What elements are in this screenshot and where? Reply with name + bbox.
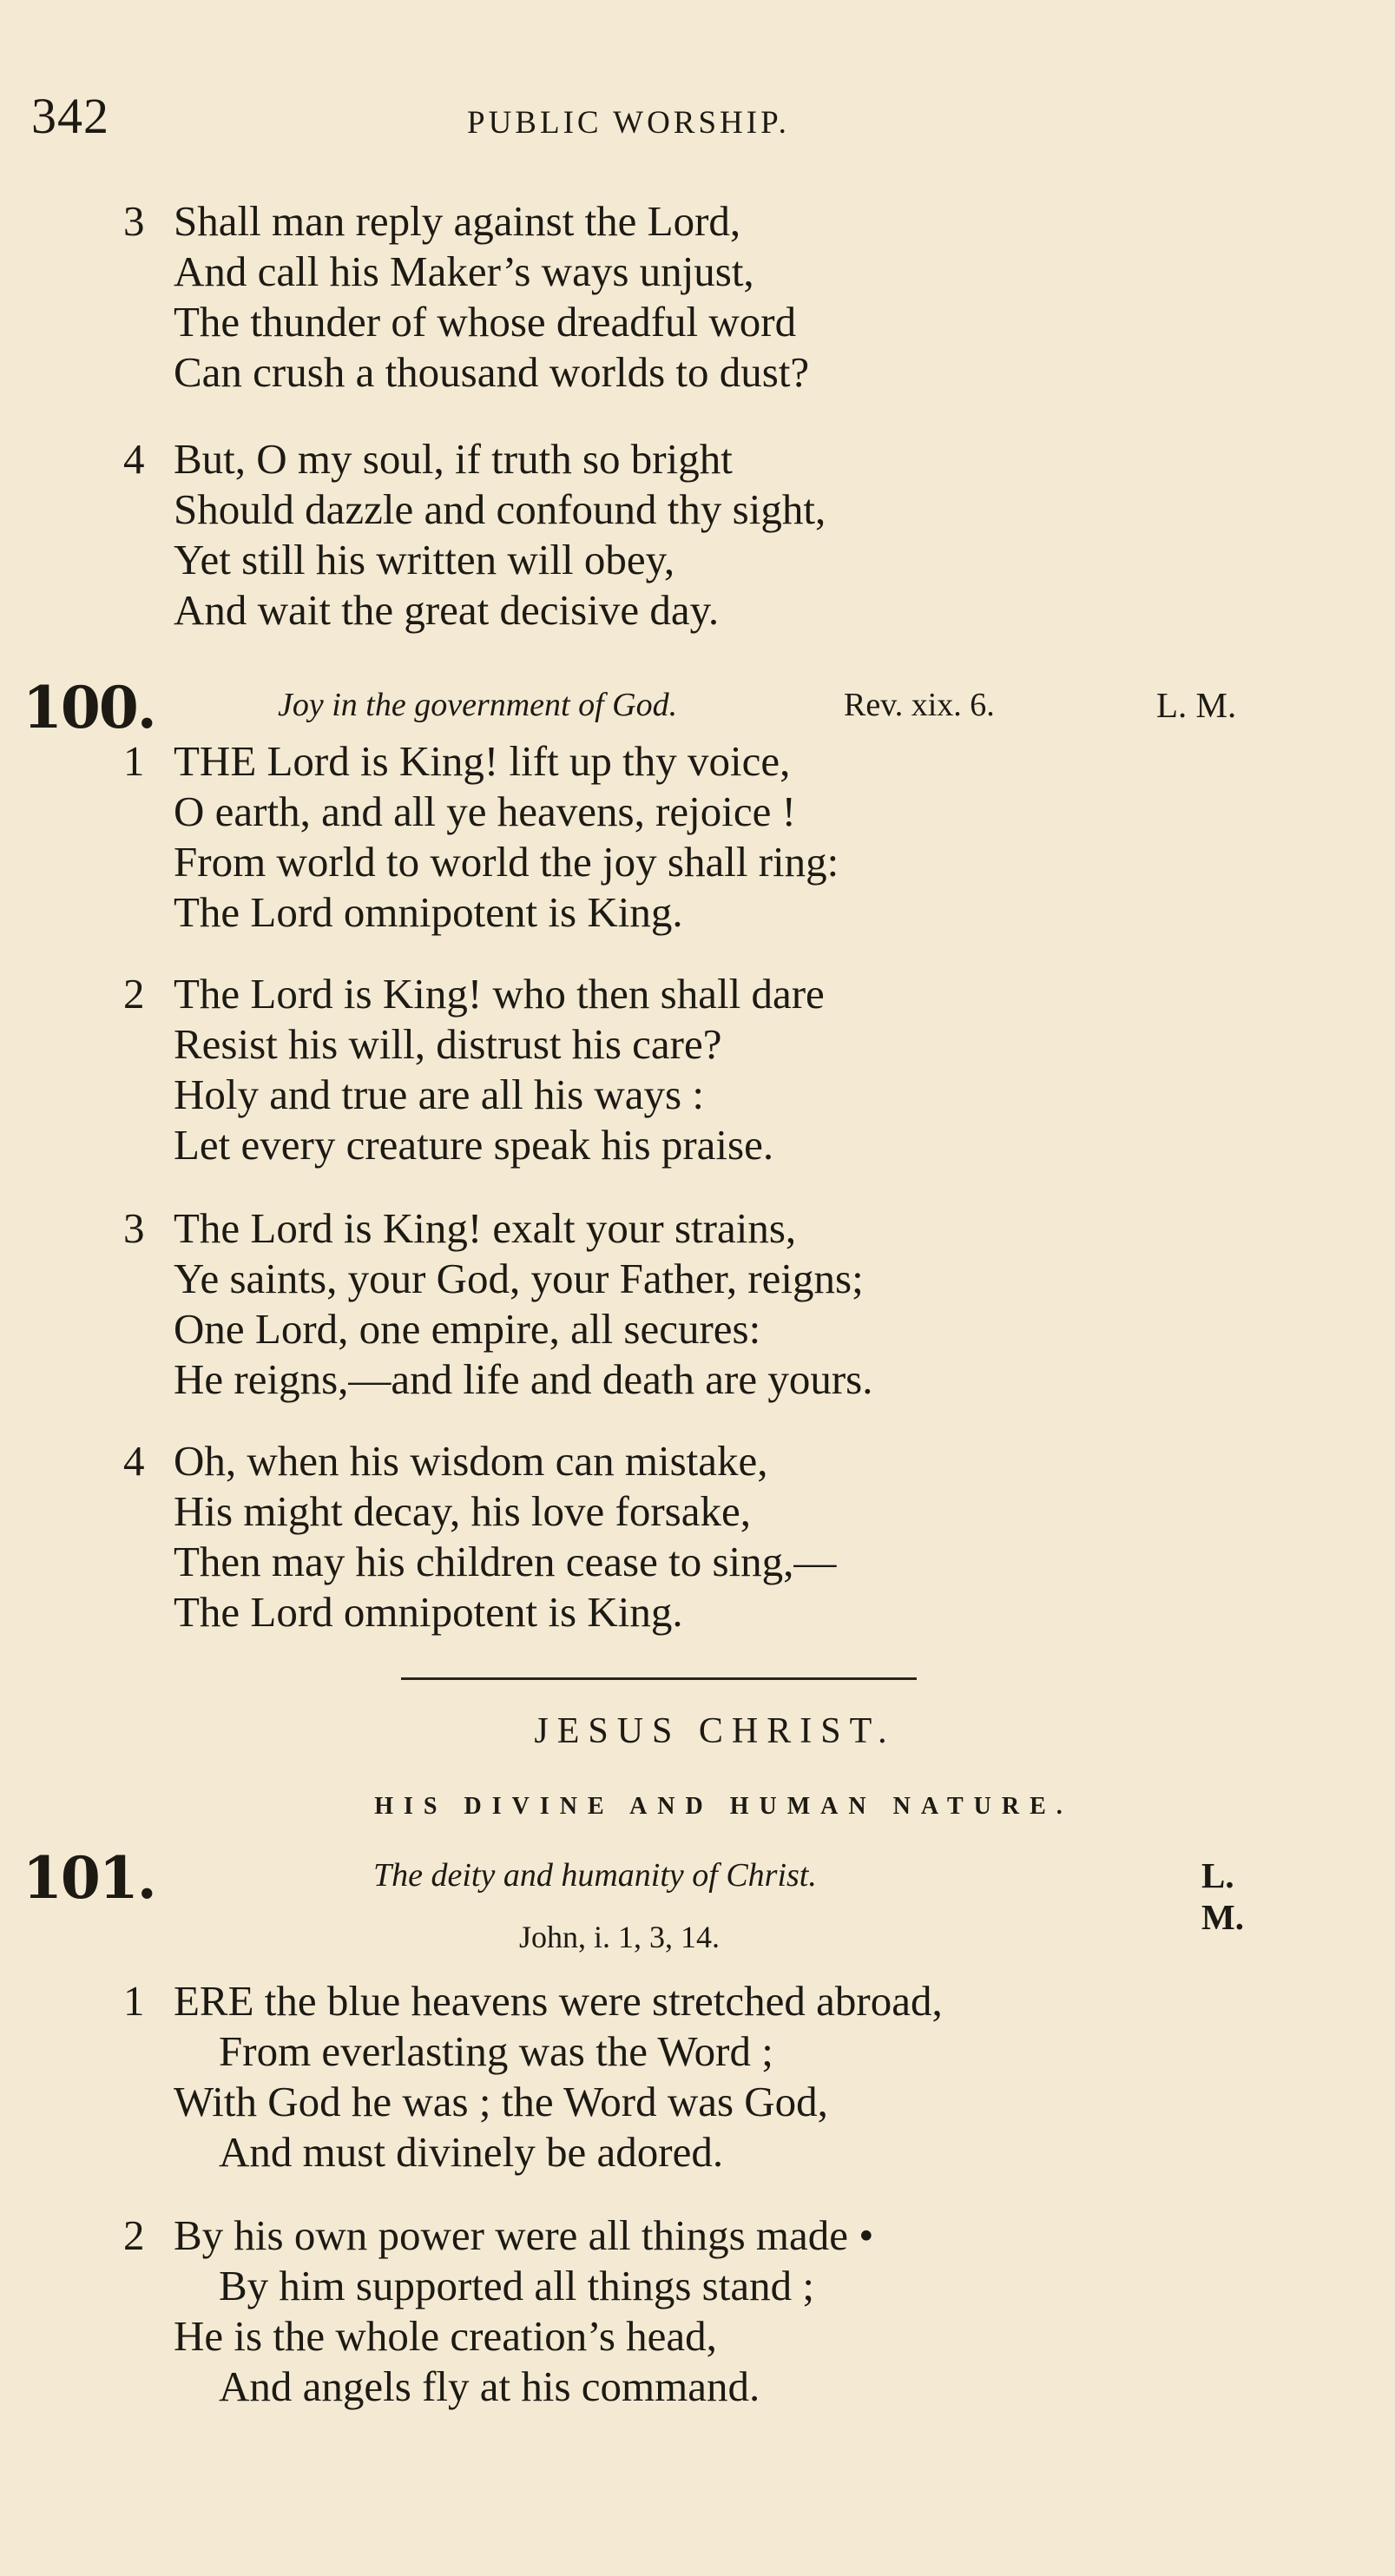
- verse-line: The Lord is King! exalt your strains,: [174, 1204, 797, 1252]
- page-header: [31, 87, 1247, 148]
- verse-line: But, O my soul, if truth so bright: [174, 435, 733, 483]
- stanza-number: 2: [123, 2211, 145, 2259]
- stanza-number: 3: [123, 197, 145, 245]
- section-divider: [401, 1677, 917, 1680]
- verse-line: He reigns,—and life and death are yours.: [174, 1355, 873, 1403]
- verse-line: THE Lord is King! lift up thy voice,: [174, 737, 791, 785]
- verse-line: The Lord omnipotent is King.: [174, 1588, 683, 1636]
- verse-line: The Lord is King! who then shall dare: [174, 970, 825, 1018]
- stanza-number: 1: [123, 1977, 145, 2025]
- stanza-prev-3: [123, 196, 810, 398]
- hymn-title: Joy in the government of God.: [278, 687, 678, 723]
- hymn-100-stanza-4: [123, 1436, 837, 1637]
- verse-line: With God he was ; the Word was God,: [174, 2078, 828, 2125]
- verse-line: Then may his children cease to sing,—: [174, 1538, 837, 1585]
- verse-line: O earth, and all ye heavens, rejoice !: [174, 787, 796, 835]
- scripture-reference: John, i. 1, 3, 14.: [519, 1920, 721, 1954]
- verse-line: Oh, when his wisdom can mistake,: [174, 1437, 768, 1485]
- verse-line: Should dazzle and confound thy sight,: [174, 485, 826, 533]
- hymn-100-stanza-3: [123, 1203, 873, 1405]
- hymn-101-stanza-2: [123, 2210, 874, 2412]
- verse-line: One Lord, one empire, all secures:: [174, 1305, 761, 1353]
- verse-line: The Lord omnipotent is King.: [174, 888, 683, 936]
- hymn-100-heading: [23, 674, 1264, 741]
- verse-line: Can crush a thousand worlds to dust?: [174, 348, 810, 396]
- hymn-meter: L. M.: [1156, 685, 1237, 725]
- hymn-number: 100.: [23, 674, 155, 741]
- hymn-number: 101.: [23, 1844, 155, 1912]
- stanza-number: 1: [123, 737, 145, 785]
- verse-line: Holy and true are all his ways :: [174, 1071, 704, 1118]
- hymn-100-stanza-2: [123, 969, 825, 1170]
- running-title: PUBLIC WORSHIP.: [467, 105, 790, 141]
- verse-line: ERE the blue heavens were stretched abroad,: [174, 1977, 943, 2025]
- verse-line: By his own power were all things made •: [174, 2211, 874, 2259]
- verse-line: And angels fly at his command.: [219, 2362, 760, 2410]
- verse-line: And must divinely be adored.: [219, 2128, 724, 2176]
- verse-line: From everlasting was the Word ;: [219, 2027, 773, 2075]
- stanza-number: 4: [123, 1437, 145, 1485]
- hymn-reference: Rev. xix. 6.: [844, 687, 995, 723]
- stanza-number: 3: [123, 1204, 145, 1252]
- verse-line: Let every creature speak his praise.: [174, 1121, 774, 1169]
- section-title: JESUS CHRIST.: [534, 1711, 896, 1751]
- verse-line: And wait the great decisive day.: [174, 586, 720, 634]
- hymn-meter: L. M.: [1201, 1855, 1244, 1937]
- verse-line: The thunder of whose dreadful word: [174, 298, 797, 346]
- stanza-number: 2: [123, 970, 145, 1018]
- verse-line: From world to world the joy shall ring:: [174, 838, 839, 886]
- section-subtitle: HIS DIVINE AND HUMAN NATURE.: [374, 1793, 1073, 1820]
- verse-line: Yet still his written will obey,: [174, 536, 675, 583]
- hymn-title: The deity and humanity of Christ.: [373, 1857, 817, 1894]
- verse-line: Ye saints, your God, your Father, reigns;: [174, 1255, 864, 1302]
- hymn-101-stanza-1: [123, 1976, 943, 2177]
- page-number: 342: [31, 88, 109, 144]
- verse-line: By him supported all things stand ;: [219, 2262, 814, 2309]
- hymn-100-stanza-1: [123, 736, 839, 938]
- verse-line: His might decay, his love forsake,: [174, 1487, 751, 1535]
- verse-line: And call his Maker’s ways unjust,: [174, 247, 754, 295]
- stanza-number: 4: [123, 435, 145, 483]
- verse-line: Shall man reply against the Lord,: [174, 197, 741, 245]
- stanza-prev-4: [123, 434, 826, 636]
- verse-line: Resist his will, distrust his care?: [174, 1020, 722, 1068]
- verse-line: He is the whole creation’s head,: [174, 2312, 717, 2360]
